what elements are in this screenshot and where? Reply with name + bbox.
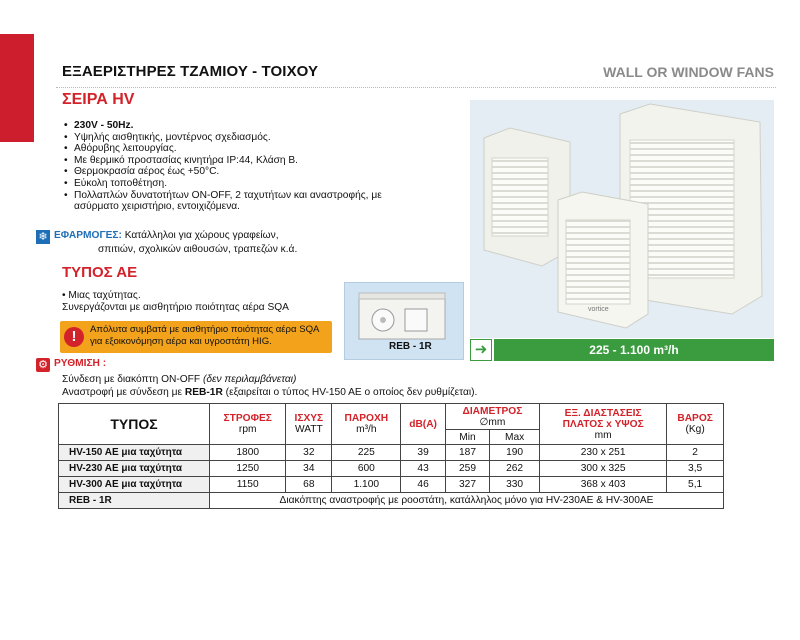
reb-controller-image xyxy=(344,282,464,360)
col-weight: ΒΑΡΟΣ (Kg) xyxy=(667,404,724,445)
rpm-cell: 1250 xyxy=(210,461,286,477)
col-diameter: ΔΙΑΜΕΤΡΟΣ ∅mm xyxy=(445,404,539,430)
reb-reference: REB-1R xyxy=(184,387,223,398)
col-rpm: ΣΤΡΟΦΕΣ rpm xyxy=(210,404,286,445)
header-divider xyxy=(56,87,776,88)
dimensions-cell: 230 x 251 xyxy=(540,445,667,461)
rpm-cell: 1150 xyxy=(210,477,286,493)
connection-line-2 xyxy=(62,387,477,398)
table-row-reb xyxy=(59,493,724,509)
reb-name: REB - 1R xyxy=(59,493,210,509)
applications-text: Κατάλληλοι για χώρους γραφείων, xyxy=(124,230,279,241)
max-cell: 262 xyxy=(490,461,540,477)
min-cell: 327 xyxy=(445,477,489,493)
product-photo xyxy=(470,100,774,338)
dimensions-cell: 300 x 325 xyxy=(540,461,667,477)
feature-text: ασύρματο χειριστήριο, εντοιχιζόμενα. xyxy=(74,201,241,213)
adjust-icon: ⚙ xyxy=(36,358,50,372)
feature-item: • Με θερμικό προστασίας κινητήρα IP:44, Κλάση Β. xyxy=(62,155,452,167)
applications-text-continued: σπιτιών, σχολικών αιθουσών, τραπεζών κ.ά. xyxy=(98,244,298,255)
note-line: Απόλυτα συμβατά με αισθητήριο ποιότητας αέρα SQA xyxy=(90,324,320,335)
warning-icon: ! xyxy=(64,327,84,347)
applications-label: ΕΦΑΡΜΟΓΕΣ: xyxy=(54,230,122,241)
airflow-range-text: 225 - 1.100 m³/h xyxy=(494,339,774,361)
noise-cell: 46 xyxy=(401,477,445,493)
table-row xyxy=(59,461,724,477)
reb-label: REB - 1R xyxy=(389,341,432,352)
min-cell: 259 xyxy=(445,461,489,477)
rpm-cell: 1800 xyxy=(210,445,286,461)
col-min: Min xyxy=(445,430,489,445)
brand-logo: vortice xyxy=(588,306,609,313)
feature-item: • Εύκολη τοποθέτηση. xyxy=(62,178,452,190)
red-side-tab xyxy=(0,34,34,142)
col-power: ΙΣΧΥΣ WATT xyxy=(286,404,332,445)
max-cell: 330 xyxy=(490,477,540,493)
min-cell: 187 xyxy=(445,445,489,461)
type-line-text: Μιας ταχύτητας. xyxy=(68,290,141,301)
weight-cell: 5,1 xyxy=(667,477,724,493)
adjustment-heading xyxy=(36,358,106,372)
airflow-arrow-icon: ➜ xyxy=(470,339,492,361)
connection-line-1 xyxy=(62,374,296,385)
feature-list xyxy=(62,120,452,213)
page-title: ΕΞΑΕΡΙΣΤΗΡΕΣ ΤΖΑΜΙΟΥ - ΤΟΙΧΟΥ xyxy=(62,63,319,80)
feature-item: • Πολλαπλών δυνατοτήτων ON-OFF, 2 ταχυτήτων και αναστροφής, με xyxy=(62,190,452,202)
fans-drawing xyxy=(470,100,774,338)
type-description xyxy=(62,290,342,314)
model-name: HV-150 AE μια ταχύτητα xyxy=(59,445,210,461)
connection-text: Αναστροφή με σύνδεση με xyxy=(62,387,185,398)
noise-cell: 43 xyxy=(401,461,445,477)
power-cell: 68 xyxy=(286,477,332,493)
weight-cell: 3,5 xyxy=(667,461,724,477)
col-flow: ΠΑΡΟΧΗ m³/h xyxy=(332,404,401,445)
feature-item: • Θερμοκρασία αέρος έως +50°C. xyxy=(62,166,452,178)
connection-text: Σύνδεση με διακόπτη ON-OFF xyxy=(62,374,203,385)
table-row xyxy=(59,445,724,461)
col-dimensions: ΕΞ. ΔΙΑΣΤΑΣΕΙΣ ΠΛΑΤΟΣ x ΥΨΟΣ mm xyxy=(540,404,667,445)
type-line: • Μιας ταχύτητας. xyxy=(62,290,141,301)
compatibility-note xyxy=(60,321,332,353)
feature-item: • 230V - 50Hz. xyxy=(62,120,452,132)
type-heading: ΤΥΠΟΣ ΑΕ xyxy=(62,264,138,281)
flow-cell: 225 xyxy=(332,445,401,461)
model-name: HV-300 AE μια ταχύτητα xyxy=(59,477,210,493)
feature-item: • Αθόρυβης λειτουργίας. xyxy=(62,143,452,155)
applications-block xyxy=(36,230,466,256)
reb-description: Διακόπτης αναστροφής με ροοστάτη, κατάλληλος μόνο για HV-230AE & HV-300AE xyxy=(210,493,724,509)
page-title-english: WALL OR WINDOW FANS xyxy=(603,64,774,80)
snowflake-icon: ❄ xyxy=(36,230,50,244)
type-line: Συνεργάζονται με αισθητήριο ποιότητας αέρα SQA xyxy=(62,302,289,313)
spec-table xyxy=(58,403,724,509)
connection-note: (δεν περιλαμβάνεται) xyxy=(202,374,297,385)
col-noise: dB(A) xyxy=(401,404,445,445)
weight-cell: 2 xyxy=(667,445,724,461)
power-cell: 34 xyxy=(286,461,332,477)
feature-item-continued xyxy=(62,201,452,213)
noise-cell: 39 xyxy=(401,445,445,461)
note-line: για εξοικονόμηση αέρα και υγροστάτη HIG. xyxy=(90,336,272,347)
airflow-range-bar xyxy=(470,339,774,361)
flow-cell: 1.100 xyxy=(332,477,401,493)
dimensions-cell: 368 x 403 xyxy=(540,477,667,493)
note-text xyxy=(90,324,330,348)
feature-item: • Υψηλής αισθητικής, μοντέρνος σχεδιασμός. xyxy=(62,132,452,144)
col-max: Max xyxy=(490,430,540,445)
model-name: HV-230 AE μια ταχύτητα xyxy=(59,461,210,477)
max-cell: 190 xyxy=(490,445,540,461)
power-cell: 32 xyxy=(286,445,332,461)
adjustment-label: ΡΥΘΜΙΣΗ : xyxy=(54,358,107,369)
flow-cell: 600 xyxy=(332,461,401,477)
series-heading: ΣΕΙΡΑ HV xyxy=(62,91,135,108)
col-type: ΤΥΠΟΣ xyxy=(59,404,210,445)
table-row xyxy=(59,477,724,493)
connection-text: (εξαιρείται ο τύπος HV-150 AE ο οποίος δεν ρυθμίζεται). xyxy=(222,387,478,398)
